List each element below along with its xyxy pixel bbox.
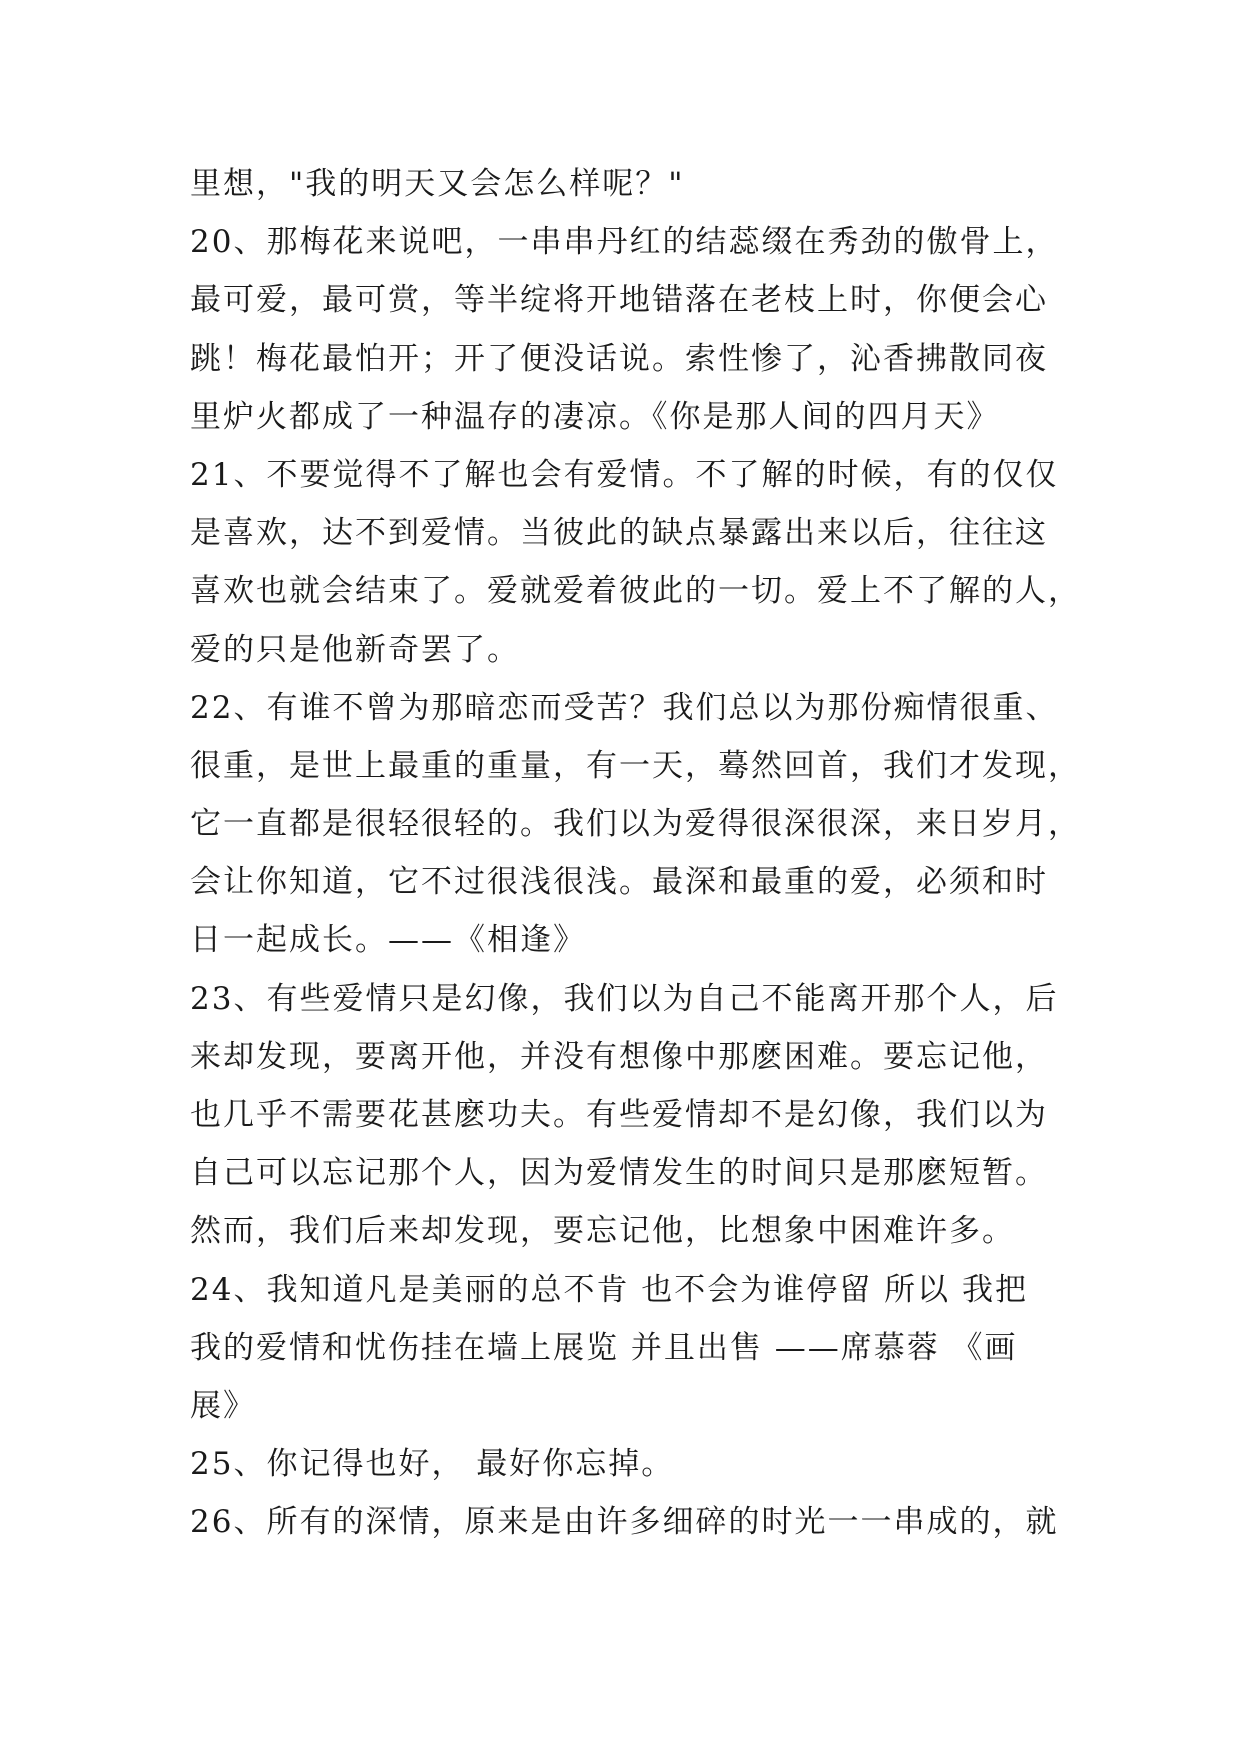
text-line: 20、那梅花来说吧，一串串丹红的结蕊缀在秀劲的傲骨上， [190, 224, 1059, 261]
text-line: 喜欢也就会结束了。爱就爱着彼此的一切。爱上不了解的人， [190, 573, 1081, 610]
text-line: 自己可以忘记那个人，因为爱情发生的时间只是那麽短暂。 [190, 1155, 1048, 1192]
text-line: 很重，是世上最重的重量，有一天，蓦然回首，我们才发现， [190, 747, 1081, 784]
text-line: 日一起成长。——《相逢》 [190, 922, 586, 959]
text-line: 展》 [190, 1387, 256, 1424]
text-line: 最可爱，最可赏，等半绽将开地错落在老枝上时，你便会心 [190, 282, 1048, 319]
text-line: 是喜欢，达不到爱情。当彼此的缺点暴露出来以后，往往这 [190, 515, 1048, 552]
text-line: 我的爱情和忧伤挂在墙上展览 并且出售 ——席慕蓉 《画 [190, 1329, 1018, 1366]
text-line: 爱的只是他新奇罢了。 [190, 631, 520, 668]
text-line: 会让你知道，它不过很浅很浅。最深和最重的爱，必须和时 [190, 864, 1048, 901]
text-line: 22、有谁不曾为那暗恋而受苦？我们总以为那份痴情很重、 [190, 689, 1059, 726]
text-line: 然而，我们后来却发现，要忘记他，比想象中困难许多。 [190, 1213, 1015, 1250]
text-line: 里想，"我的明天又会怎么样呢？" [190, 166, 685, 202]
text-line: 24、我知道凡是美丽的总不肯 也不会为谁停留 所以 我把 [190, 1271, 1029, 1308]
text-line: 来却发现，要离开他，并没有想像中那麽困难。要忘记他， [190, 1038, 1048, 1075]
text-line: 23、有些爱情只是幻像，我们以为自己不能离开那个人，后 [190, 980, 1059, 1017]
text-line: 26、所有的深情，原来是由许多细碎的时光一一串成的，就 [190, 1504, 1059, 1541]
text-line: 25、你记得也好， 最好你忘掉。 [190, 1446, 675, 1483]
document-body [190, 155, 1081, 1552]
text-line: 也几乎不需要花甚麽功夫。有些爱情却不是幻像，我们以为 [190, 1097, 1048, 1133]
text-line: 跳！梅花最怕开；开了便没话说。索性惨了，沁香拂散同夜 [190, 340, 1048, 377]
text-line: 21、不要觉得不了解也会有爱情。不了解的时候，有的仅仅 [190, 456, 1059, 493]
text-line: 里炉火都成了一种温存的凄凉。《你是那人间的四月天》 [190, 398, 1000, 435]
text-line: 它一直都是很轻很轻的。我们以为爱得很深很深，来日岁月， [190, 806, 1081, 843]
